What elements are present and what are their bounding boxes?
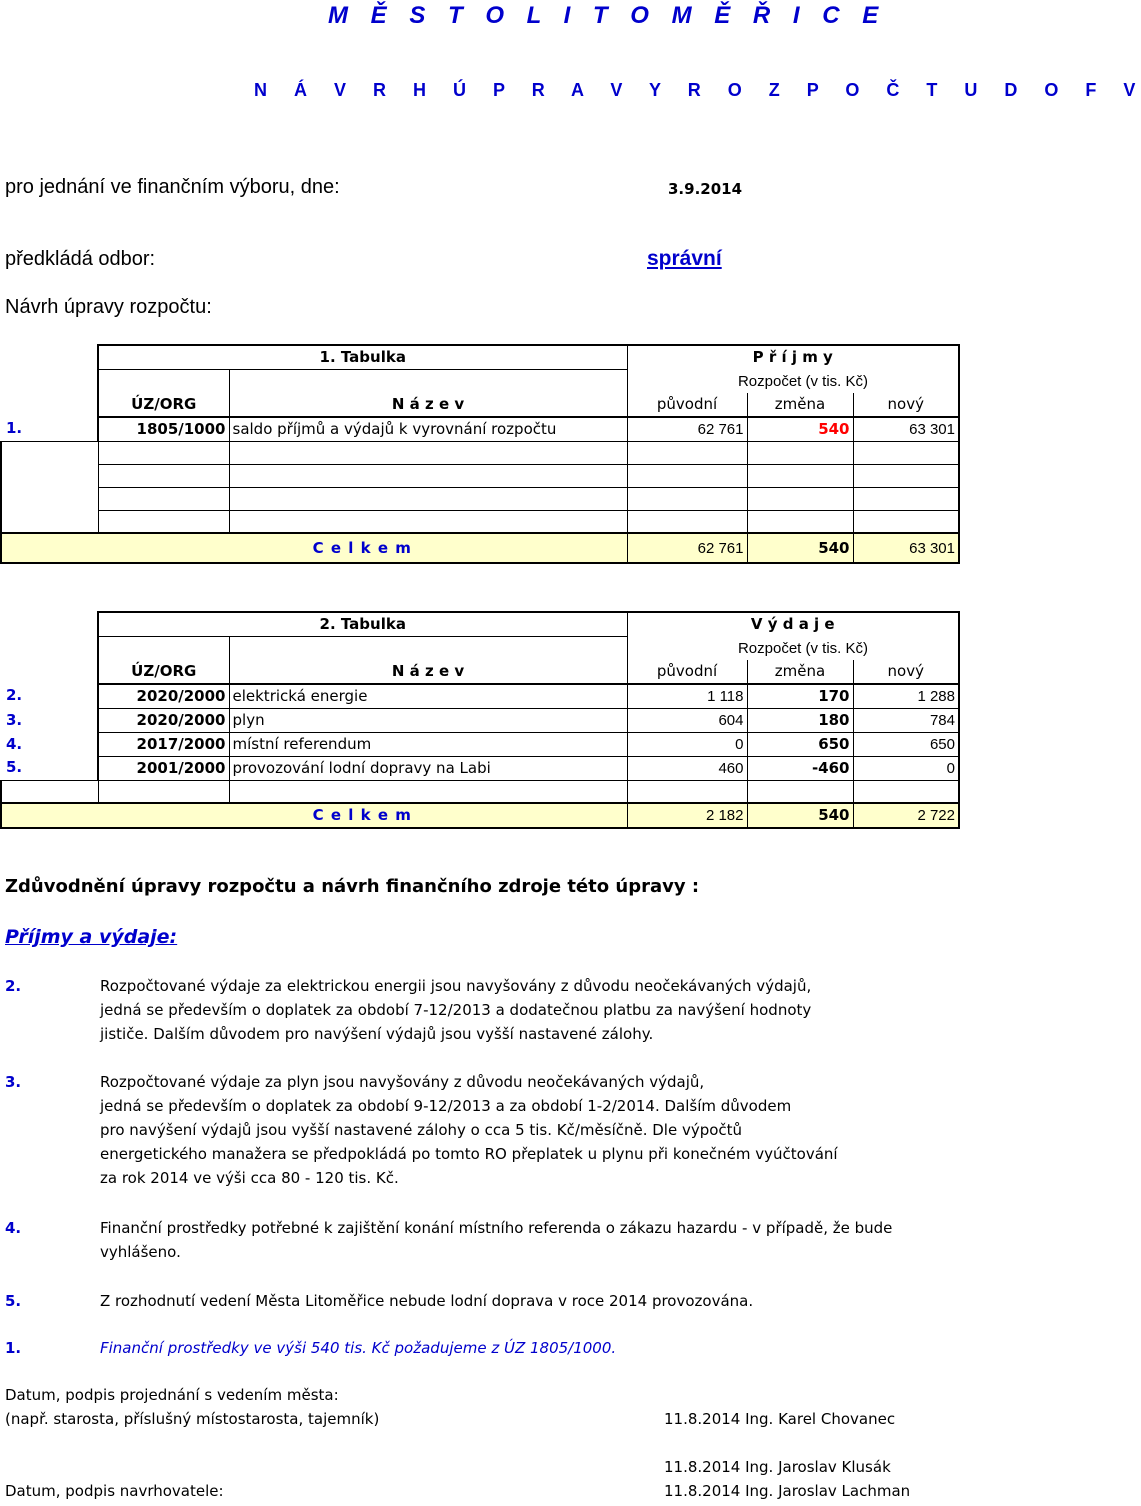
row-name: provozování lodní dopravy na Labi — [229, 756, 627, 780]
note-number: 2. — [5, 977, 22, 995]
table1-caption: 1. Tabulka — [98, 345, 627, 370]
row-new: 1 288 — [853, 684, 959, 709]
note-line: pro navýšení výdajů jsou vyšší nastavené zálohy o cca 5 tis. Kč/měsíčně. Dle výpočtů — [100, 1121, 743, 1139]
table1-section: P ř í j m y — [627, 345, 959, 370]
city-title: M Ě S T O L I T O M Ě Ř I C E — [328, 2, 887, 29]
justification-subheading: Příjmy a výdaje: — [5, 926, 178, 948]
table2-col-change: změna — [747, 660, 853, 684]
note-line: Rozpočtované výdaje za elektrickou energii jsou navyšovány z důvodu neočekávaných výdajů, — [100, 977, 812, 995]
row-code: 2020/2000 — [98, 684, 229, 709]
row-new: 0 — [853, 756, 959, 780]
meeting-date: 3.9.2014 — [668, 180, 743, 198]
table2-total-new: 2 722 — [853, 803, 959, 828]
department-label: předkládá odbor: — [5, 248, 156, 270]
table1-col-change: změna — [747, 393, 853, 417]
note-number: 5. — [5, 1292, 22, 1310]
row-original: 604 — [627, 708, 747, 732]
note-number: 4. — [5, 1219, 22, 1237]
table1-col-new: nový — [853, 393, 959, 417]
note-line: za rok 2014 ve výši cca 80 - 120 tis. Kč. — [100, 1169, 399, 1187]
note-line: jističe. Dalším důvodem pro navýšení výdajů jsou vyšší nastavené zálohy. — [100, 1025, 654, 1043]
row-change: 540 — [747, 417, 853, 442]
row-change: 650 — [747, 732, 853, 756]
note-line: jedná se především o doplatek za období 7-12/2013 a dodatečnou platbu za navýšení hodnoty — [100, 1001, 812, 1019]
total-row — [1, 803, 959, 828]
management-signature: 11.8.2014 Ing. Karel Chovanec — [664, 1410, 896, 1428]
department-link[interactable]: správní — [647, 247, 722, 270]
expense-table — [0, 611, 960, 829]
table2-total-change: 540 — [747, 803, 853, 828]
row-new: 650 — [853, 732, 959, 756]
table-row — [1, 708, 959, 732]
row-code: 2020/2000 — [98, 708, 229, 732]
note-line: Z rozhodnutí vedení Města Litoměřice nebude lodní doprava v roce 2014 provozována. — [100, 1292, 754, 1310]
row-new: 784 — [853, 708, 959, 732]
table1-total-new: 63 301 — [853, 533, 959, 563]
row-original: 460 — [627, 756, 747, 780]
proposal-label: Návrh úpravy rozpočtu: — [5, 296, 212, 318]
table2-section: V ý d a j e — [627, 612, 959, 637]
note-line: jedná se především o doplatek za období 9-12/2013 a za období 1-2/2014. Dalším důvodem — [100, 1097, 792, 1115]
table2-col-orig: původní — [627, 660, 747, 684]
table2-col-uz: ÚZ/ORG — [98, 660, 229, 684]
row-number: 2. — [6, 686, 23, 705]
note-line: Finanční prostředky ve výši 540 tis. Kč požadujeme z ÚZ 1805/1000. — [100, 1339, 617, 1357]
note-text — [100, 974, 811, 1046]
row-change: -460 — [747, 756, 853, 780]
table1-col-orig: původní — [627, 393, 747, 417]
row-name: elektrická energie — [229, 684, 627, 709]
row-number: 4. — [6, 734, 23, 753]
row-original: 0 — [627, 732, 747, 756]
note-number: 1. — [5, 1339, 22, 1357]
total-row — [1, 533, 959, 563]
revenue-table — [0, 344, 960, 564]
table1-total-change: 540 — [747, 533, 853, 563]
row-original: 1 118 — [627, 684, 747, 709]
proposer-signature-1: 11.8.2014 Ing. Jaroslav Klusák — [664, 1458, 891, 1476]
row-number: 5. — [6, 758, 23, 777]
row-new: 63 301 — [853, 417, 959, 442]
row-code: 2001/2000 — [98, 756, 229, 780]
justification-heading: Zdůvodnění úpravy rozpočtu a návrh finančního zdroje této úpravy : — [5, 876, 700, 897]
table2-col-name: N á z e v — [229, 660, 627, 684]
table1-budget-label: Rozpočet (v tis. Kč) — [627, 370, 959, 393]
row-number: 1. — [6, 419, 23, 437]
table1-col-name: N á z e v — [229, 393, 627, 417]
table-row — [1, 756, 959, 780]
table1-total-orig: 62 761 — [627, 533, 747, 563]
row-number: 3. — [6, 710, 23, 729]
note-text — [100, 1216, 892, 1264]
table-row — [1, 684, 959, 709]
management-sub: (např. starosta, příslušný místostarosta, tajemník) — [5, 1410, 380, 1428]
note-text — [100, 1289, 753, 1313]
row-change: 180 — [747, 708, 853, 732]
row-code: 1805/1000 — [98, 417, 229, 442]
note-number: 3. — [5, 1073, 22, 1091]
table2-total-label: C e l k e m — [98, 803, 627, 828]
table2-budget-label: Rozpočet (v tis. Kč) — [627, 637, 959, 660]
table1-col-uz: ÚZ/ORG — [98, 393, 229, 417]
note-line: vyhlášeno. — [100, 1243, 181, 1261]
document-subtitle: N Á V R H Ú P R A V Y R O Z P O Č T U D O F V — [254, 80, 1141, 100]
table2-col-new: nový — [853, 660, 959, 684]
table2-total-orig: 2 182 — [627, 803, 747, 828]
meeting-label: pro jednání ve finančním výboru, dne: — [5, 176, 340, 198]
note-line: Rozpočtované výdaje za plyn jsou navyšovány z důvodu neočekávaných výdajů, — [100, 1073, 705, 1091]
row-change: 170 — [747, 684, 853, 709]
table-row — [1, 417, 959, 442]
row-name: saldo příjmů a výdajů k vyrovnání rozpočtu — [229, 417, 627, 442]
table-row — [1, 732, 959, 756]
row-original: 62 761 — [627, 417, 747, 442]
note-line: Finanční prostředky potřebné k zajištění konání místního referenda o zákazu hazardu - v případě, že bude — [100, 1219, 893, 1237]
row-code: 2017/2000 — [98, 732, 229, 756]
table2-caption: 2. Tabulka — [98, 612, 627, 637]
management-label: Datum, podpis projednání s vedením města: — [5, 1386, 339, 1404]
proposer-label: Datum, podpis navrhovatele: — [5, 1482, 224, 1500]
note-text — [100, 1070, 838, 1190]
row-name: plyn — [229, 708, 627, 732]
note-line: energetického manažera se předpokládá po tomto RO přeplatek u plynu při konečném vyúčtování — [100, 1145, 838, 1163]
table1-total-label: C e l k e m — [98, 533, 627, 563]
proposer-signature-2: 11.8.2014 Ing. Jaroslav Lachman — [664, 1482, 911, 1500]
note-text — [100, 1336, 616, 1360]
row-name: místní referendum — [229, 732, 627, 756]
